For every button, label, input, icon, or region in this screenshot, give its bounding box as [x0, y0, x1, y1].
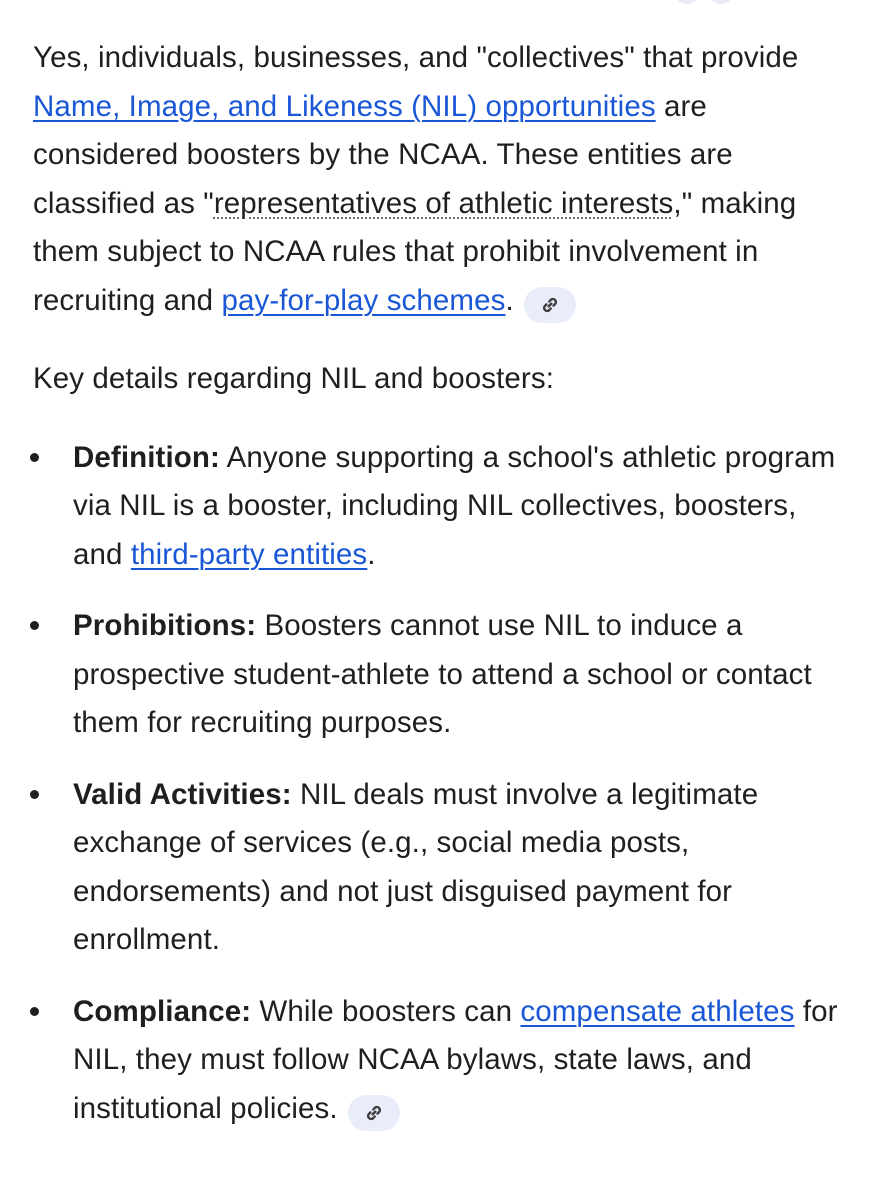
intro-text-4: .: [505, 283, 514, 317]
bullet-label: Definition:: [73, 440, 220, 474]
partial-control-1: [674, 0, 700, 4]
source-link-chip-1[interactable]: [524, 287, 576, 323]
link-pay-for-play[interactable]: pay-for-play schemes: [221, 283, 506, 317]
bullet-dot: [30, 621, 39, 630]
bullet-dot: [30, 790, 39, 799]
key-details-list: [33, 434, 853, 1134]
link-icon: [363, 1102, 385, 1124]
bullet-text: NIL deals must involve a legitimate exchange of services (e.g., social media posts, endorsements) and not just disguised payment for enrollment.: [73, 777, 759, 956]
link-third-party-entities[interactable]: third-party entities: [130, 537, 368, 571]
link-compensate-athletes[interactable]: compensate athletes: [520, 994, 795, 1028]
bullet-dot: [30, 1007, 39, 1016]
intro-text-2: are considered boosters by the NCAA. These entities are classified as ": [33, 89, 733, 220]
bullet-label: Prohibitions:: [73, 609, 257, 642]
list-item-prohibitions: [33, 602, 853, 748]
bullet-label: Compliance:: [73, 994, 252, 1028]
bullet-dot: [30, 453, 39, 462]
intro-paragraph: [33, 34, 853, 325]
partial-control-2: [708, 0, 734, 4]
bullet-text-end: for NIL, they must follow NCAA bylaws, state laws, and institutional policies.: [73, 994, 838, 1125]
link-nil-opportunities[interactable]: Name, Image, and Likeness (NIL) opportunities: [33, 89, 656, 123]
list-item-compliance: [33, 988, 853, 1134]
list-item-valid-activities: [33, 771, 853, 965]
intro-text-1: Yes, individuals, businesses, and "collectives" that provide: [33, 41, 799, 74]
top-controls-partial: [674, 0, 734, 4]
bullet-text: While boosters can: [251, 994, 521, 1028]
list-item-definition: [33, 434, 853, 580]
key-details-heading: Key details regarding NIL and boosters:: [33, 362, 554, 395]
bullet-text: Anyone supporting a school's athletic program via NIL is a booster, including NIL collectives, boosters, and: [73, 440, 836, 571]
source-link-chip-2[interactable]: [348, 1095, 400, 1131]
link-icon: [539, 294, 561, 316]
bullet-text-end: .: [367, 537, 376, 571]
ai-response: [33, 34, 853, 1156]
bullet-text: Boosters cannot use NIL to induce a prospective student-athlete to attend a school or contact them for recruiting purposes.: [73, 609, 812, 739]
intro-text-3: ," making them subject to NCAA rules that prohibit involvement in recruiting and: [33, 186, 797, 317]
glossary-term-representatives[interactable]: representatives of athletic interests: [213, 186, 674, 220]
bullet-label: Valid Activities:: [73, 777, 292, 811]
